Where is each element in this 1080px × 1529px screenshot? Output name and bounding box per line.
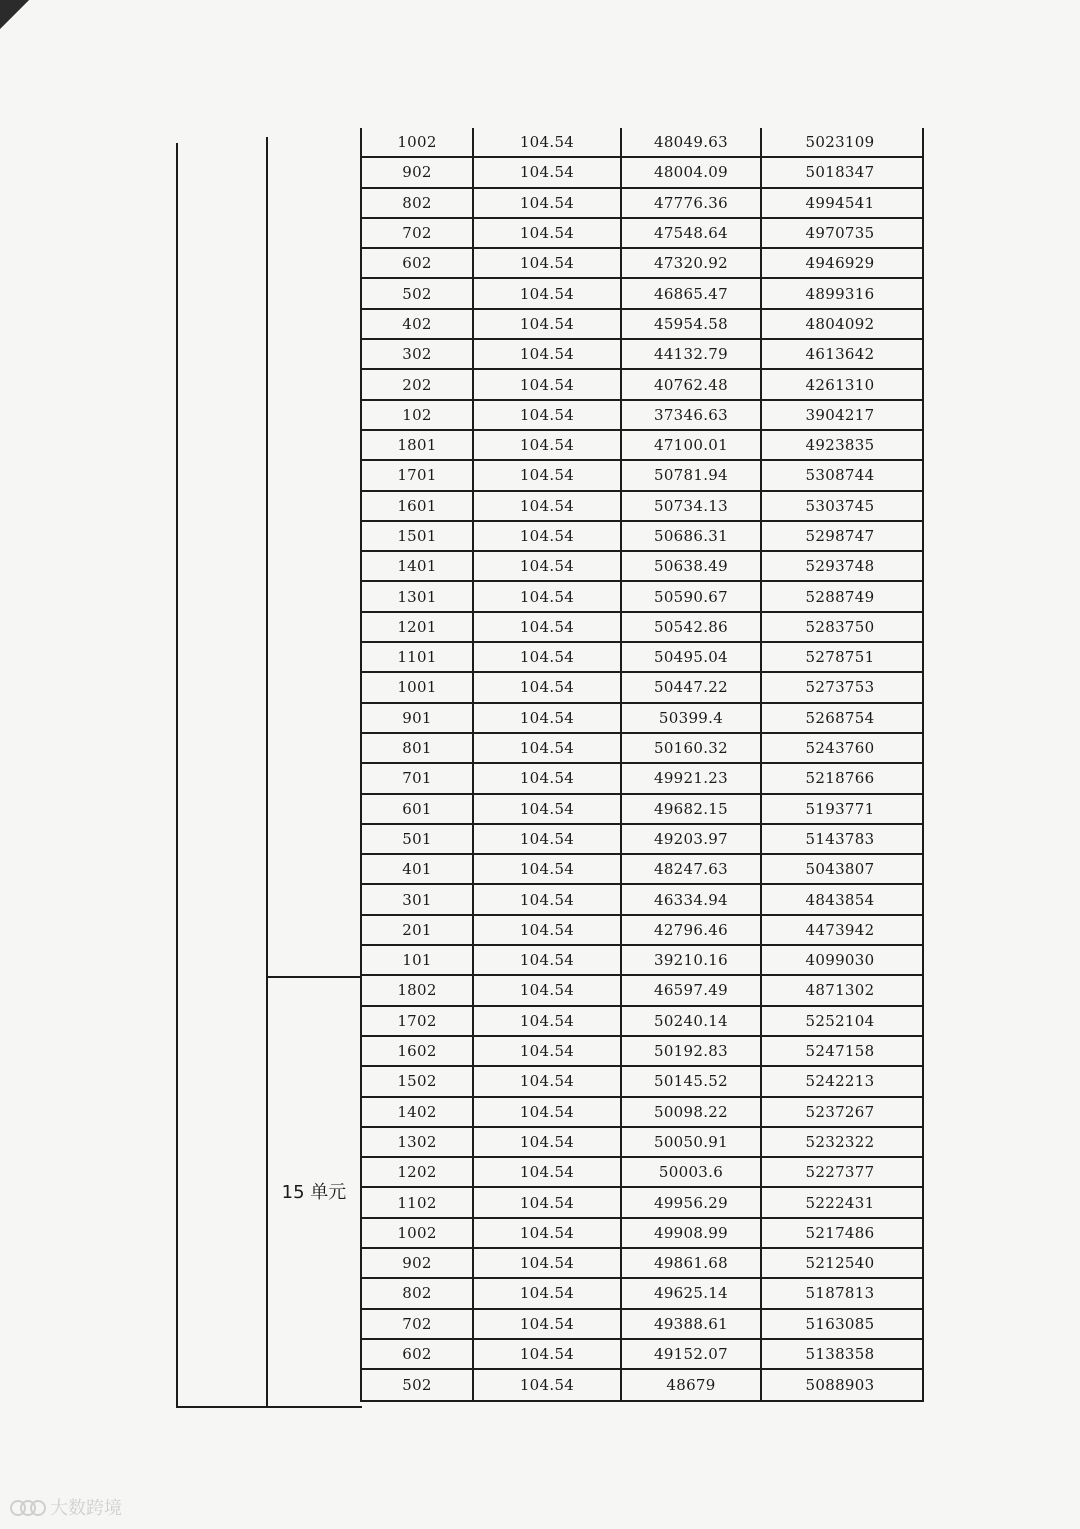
area-cell: 104.54 [474, 249, 622, 277]
area-cell: 104.54 [474, 219, 622, 247]
room-number-cell: 1101 [362, 643, 474, 671]
area-cell: 104.54 [474, 613, 622, 641]
total-price-cell: 5243760 [805, 739, 875, 758]
total-price-cell: 3904217 [805, 405, 875, 424]
total-price-cell: 5018347 [805, 163, 875, 182]
table-row [362, 885, 922, 915]
unit-label: 15 单元 [281, 1182, 347, 1203]
unit-price-cell: 50447.22 [622, 673, 762, 701]
total-price-cell: 5163085 [805, 1314, 875, 1333]
unit-price-cell: 49682.15 [622, 795, 762, 823]
unit-price-cell: 46597.49 [622, 976, 762, 1004]
room-number-cell: 602 [362, 1340, 474, 1368]
table-row [362, 795, 922, 825]
area-cell: 104.54 [474, 582, 622, 610]
total-price-cell: 5143783 [805, 829, 875, 848]
area-cell: 104.54 [474, 1310, 622, 1338]
area-cell: 104.54 [474, 552, 622, 580]
area-cell: 104.54 [474, 158, 622, 186]
room-number-cell: 1501 [362, 522, 474, 550]
area-cell: 104.54 [474, 704, 622, 732]
area-cell: 104.54 [474, 1007, 622, 1035]
table-row [362, 673, 922, 703]
area-cell: 104.54 [474, 855, 622, 883]
table-bottom-line [176, 1406, 362, 1408]
table-row [362, 916, 922, 946]
unit-price-cell: 50638.49 [622, 552, 762, 580]
total-price-cell: 5187813 [805, 1284, 875, 1303]
unit-price-cell: 46865.47 [622, 279, 762, 307]
table-row [362, 340, 922, 370]
unit-price-cell: 49861.68 [622, 1249, 762, 1277]
unit-price-cell: 37346.63 [622, 401, 762, 429]
room-number-cell: 702 [362, 1310, 474, 1338]
area-cell: 104.54 [474, 401, 622, 429]
watermark-logo-icon [10, 1496, 46, 1518]
room-number-cell: 601 [362, 795, 474, 823]
room-number-cell: 402 [362, 310, 474, 338]
area-cell: 104.54 [474, 643, 622, 671]
table-row [362, 643, 922, 673]
price-table [360, 128, 924, 1402]
area-cell: 104.54 [474, 946, 622, 974]
room-number-cell: 802 [362, 1279, 474, 1307]
outer-left-border [176, 143, 178, 1408]
total-price-cell: 4970735 [805, 224, 875, 243]
total-price-cell: 5237267 [805, 1102, 875, 1121]
unit-price-cell: 49956.29 [622, 1188, 762, 1216]
total-price-cell: 4473942 [805, 920, 875, 939]
room-number-cell: 1702 [362, 1007, 474, 1035]
area-cell: 104.54 [474, 885, 622, 913]
room-number-cell: 1802 [362, 976, 474, 1004]
room-number-cell: 602 [362, 249, 474, 277]
total-price-cell: 4613642 [805, 345, 875, 364]
unit-price-cell: 47548.64 [622, 219, 762, 247]
table-row [362, 431, 922, 461]
table-row [362, 1098, 922, 1128]
room-number-cell: 501 [362, 825, 474, 853]
unit-price-cell: 50003.6 [622, 1158, 762, 1186]
room-number-cell: 1801 [362, 431, 474, 459]
room-number-cell: 102 [362, 401, 474, 429]
total-price-cell: 4899316 [805, 284, 875, 303]
watermark [10, 1494, 122, 1520]
total-price-cell: 5043807 [805, 860, 875, 879]
area-cell: 104.54 [474, 1098, 622, 1126]
room-number-cell: 902 [362, 158, 474, 186]
table-row [362, 855, 922, 885]
unit-price-cell: 49625.14 [622, 1279, 762, 1307]
unit-price-cell: 50145.52 [622, 1067, 762, 1095]
area-cell: 104.54 [474, 431, 622, 459]
table-row [362, 461, 922, 491]
table-row [362, 249, 922, 279]
area-cell: 104.54 [474, 734, 622, 762]
total-price-cell: 4946929 [805, 254, 875, 273]
total-price-cell: 4261310 [805, 375, 875, 394]
table-row [362, 1370, 922, 1400]
total-price-cell: 4923835 [805, 436, 875, 455]
room-number-cell: 901 [362, 704, 474, 732]
table-row [362, 158, 922, 188]
unit-price-cell: 50098.22 [622, 1098, 762, 1126]
area-cell: 104.54 [474, 916, 622, 944]
table-row [362, 1037, 922, 1067]
area-cell: 104.54 [474, 1188, 622, 1216]
total-price-cell: 4804092 [805, 314, 875, 333]
unit-price-cell: 49921.23 [622, 764, 762, 792]
unit-price-cell: 50686.31 [622, 522, 762, 550]
total-price-cell: 4994541 [805, 193, 875, 212]
room-number-cell: 202 [362, 370, 474, 398]
total-price-cell: 5247158 [805, 1042, 875, 1061]
table-row [362, 613, 922, 643]
area-cell: 104.54 [474, 1037, 622, 1065]
table-row [362, 946, 922, 976]
room-number-cell: 1302 [362, 1128, 474, 1156]
watermark-text: 大数跨境 [50, 1498, 122, 1519]
table-row [362, 522, 922, 552]
unit-price-cell: 50192.83 [622, 1037, 762, 1065]
area-cell: 104.54 [474, 279, 622, 307]
table-row [362, 370, 922, 400]
table-row [362, 1249, 922, 1279]
unit-price-cell: 50399.4 [622, 704, 762, 732]
total-price-cell: 5023109 [805, 133, 875, 152]
unit-price-cell: 47320.92 [622, 249, 762, 277]
total-price-cell: 5252104 [805, 1011, 875, 1030]
room-number-cell: 1401 [362, 552, 474, 580]
table-row [362, 279, 922, 309]
area-cell: 104.54 [474, 764, 622, 792]
unit-price-cell: 50590.67 [622, 582, 762, 610]
area-cell: 104.54 [474, 1158, 622, 1186]
room-number-cell: 1502 [362, 1067, 474, 1095]
table-row [362, 1279, 922, 1309]
room-number-cell: 702 [362, 219, 474, 247]
total-price-cell: 5088903 [805, 1376, 875, 1395]
total-price-cell: 4871302 [805, 981, 875, 1000]
area-cell: 104.54 [474, 1370, 622, 1400]
total-price-cell: 5293748 [805, 557, 875, 576]
room-number-cell: 302 [362, 340, 474, 368]
total-price-cell: 5212540 [805, 1254, 875, 1273]
area-cell: 104.54 [474, 1067, 622, 1095]
room-number-cell: 1301 [362, 582, 474, 610]
area-cell: 104.54 [474, 189, 622, 217]
area-cell: 104.54 [474, 1249, 622, 1277]
total-price-cell: 5217486 [805, 1223, 875, 1242]
table-row [362, 310, 922, 340]
table-row [362, 1007, 922, 1037]
table-row [362, 1310, 922, 1340]
table-row [362, 582, 922, 612]
unit-price-cell: 39210.16 [622, 946, 762, 974]
total-price-cell: 4843854 [805, 890, 875, 909]
room-number-cell: 1002 [362, 1219, 474, 1247]
total-price-cell: 5308744 [805, 466, 875, 485]
area-cell: 104.54 [474, 1340, 622, 1368]
area-cell: 104.54 [474, 976, 622, 1004]
table-row [362, 1067, 922, 1097]
total-price-cell: 5288749 [805, 587, 875, 606]
unit-divider-line [266, 976, 362, 978]
table-row [362, 1219, 922, 1249]
room-number-cell: 802 [362, 189, 474, 217]
unit-price-cell: 50734.13 [622, 492, 762, 520]
total-price-cell: 5278751 [805, 648, 875, 667]
room-number-cell: 1602 [362, 1037, 474, 1065]
room-number-cell: 1001 [362, 673, 474, 701]
room-number-cell: 502 [362, 279, 474, 307]
room-number-cell: 902 [362, 1249, 474, 1277]
table-row [362, 764, 922, 794]
total-price-cell: 5303745 [805, 496, 875, 515]
unit-price-cell: 50050.91 [622, 1128, 762, 1156]
table-row [362, 734, 922, 764]
unit-price-cell: 50160.32 [622, 734, 762, 762]
area-cell: 104.54 [474, 825, 622, 853]
unit-price-cell: 49908.99 [622, 1219, 762, 1247]
total-price-cell: 5232322 [805, 1132, 875, 1151]
table-row [362, 189, 922, 219]
table-row [362, 1158, 922, 1188]
room-number-cell: 1601 [362, 492, 474, 520]
total-price-cell: 5218766 [805, 769, 875, 788]
area-cell: 104.54 [474, 128, 622, 156]
unit-price-cell: 48247.63 [622, 855, 762, 883]
unit-price-cell: 46334.94 [622, 885, 762, 913]
total-price-cell: 5227377 [805, 1163, 875, 1182]
table-row [362, 976, 922, 1006]
unit-price-cell: 50542.86 [622, 613, 762, 641]
area-cell: 104.54 [474, 370, 622, 398]
room-number-cell: 1002 [362, 128, 474, 156]
area-cell: 104.54 [474, 795, 622, 823]
room-number-cell: 1201 [362, 613, 474, 641]
area-cell: 104.54 [474, 1279, 622, 1307]
total-price-cell: 5268754 [805, 708, 875, 727]
table-row [362, 1128, 922, 1158]
unit-price-cell: 50495.04 [622, 643, 762, 671]
room-number-cell: 1402 [362, 1098, 474, 1126]
room-number-cell: 401 [362, 855, 474, 883]
unit-price-cell: 44132.79 [622, 340, 762, 368]
unit-price-cell: 47776.36 [622, 189, 762, 217]
room-number-cell: 301 [362, 885, 474, 913]
total-price-cell: 4099030 [805, 951, 875, 970]
unit-price-cell: 48679 [622, 1370, 762, 1400]
total-price-cell: 5273753 [805, 678, 875, 697]
area-cell: 104.54 [474, 461, 622, 489]
corner-shadow [0, 0, 34, 30]
room-number-cell: 1102 [362, 1188, 474, 1216]
area-cell: 104.54 [474, 310, 622, 338]
table-row [362, 825, 922, 855]
total-price-cell: 5242213 [805, 1072, 875, 1091]
unit-price-cell: 49203.97 [622, 825, 762, 853]
area-cell: 104.54 [474, 522, 622, 550]
total-price-cell: 5298747 [805, 527, 875, 545]
area-cell: 104.54 [474, 1219, 622, 1247]
room-number-cell: 201 [362, 916, 474, 944]
area-cell: 104.54 [474, 1128, 622, 1156]
unit-price-cell: 40762.48 [622, 370, 762, 398]
area-cell: 104.54 [474, 340, 622, 368]
table-row [362, 1188, 922, 1218]
total-price-cell: 5193771 [805, 799, 875, 818]
area-cell: 104.54 [474, 492, 622, 520]
building-column-border [266, 137, 268, 1408]
unit-price-cell: 49388.61 [622, 1310, 762, 1338]
room-number-cell: 1701 [362, 461, 474, 489]
room-number-cell: 1202 [362, 1158, 474, 1186]
room-number-cell: 801 [362, 734, 474, 762]
total-price-cell: 5283750 [805, 617, 875, 636]
table-row [362, 401, 922, 431]
table-row [362, 552, 922, 582]
unit-price-cell: 45954.58 [622, 310, 762, 338]
table-row [362, 128, 922, 158]
unit-price-cell: 42796.46 [622, 916, 762, 944]
table-row [362, 492, 922, 522]
unit-price-cell: 48004.09 [622, 158, 762, 186]
room-number-cell: 701 [362, 764, 474, 792]
unit-price-cell: 49152.07 [622, 1340, 762, 1368]
unit-price-cell: 48049.63 [622, 128, 762, 156]
table-row [362, 704, 922, 734]
room-number-cell: 101 [362, 946, 474, 974]
total-price-cell: 5222431 [805, 1193, 875, 1212]
table-row [362, 219, 922, 249]
area-cell: 104.54 [474, 673, 622, 701]
unit-price-cell: 47100.01 [622, 431, 762, 459]
total-price-cell: 5138358 [805, 1345, 875, 1364]
unit-price-cell: 50240.14 [622, 1007, 762, 1035]
table-row [362, 1340, 922, 1370]
unit-price-cell: 50781.94 [622, 461, 762, 489]
room-number-cell: 502 [362, 1370, 474, 1400]
